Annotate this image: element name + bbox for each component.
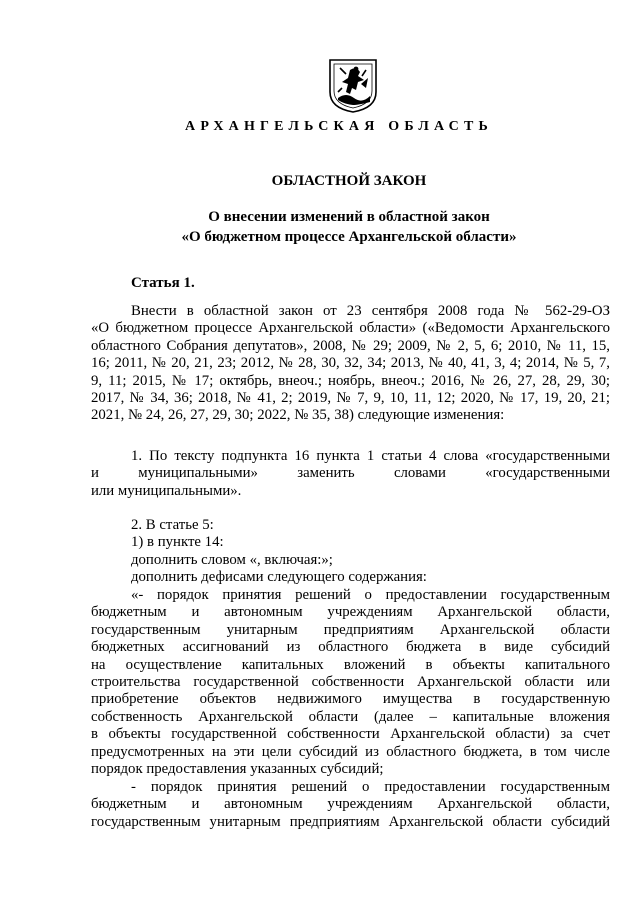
- document-type: ОБЛАСТНОЙ ЗАКОН: [271, 173, 427, 189]
- law-title: [0, 207, 640, 247]
- text-line: или муниципальными».: [91, 482, 242, 499]
- text-line: 2021, № 24, 26, 27, 29, 30; 2022, № 35, 38) следующие изменения:: [91, 407, 505, 424]
- text-line: предусмотренных на эти цели субсидий из областного бюджета, в том числе: [91, 743, 610, 760]
- text-line: - порядок принятия решений о предоставлении государственным: [131, 779, 610, 795]
- text-line: собственность Архангельской области (далее – капитальные вложения: [91, 708, 610, 725]
- text-line: на осуществление капитальных вложений в объекты капитального: [91, 656, 610, 673]
- text-line: бюджетным и автономным учреждениям Архангельской области,: [91, 604, 610, 621]
- dash-paragraph-1: [91, 587, 610, 778]
- article-intro: [91, 303, 610, 425]
- text-line: «- порядок принятия решений о предоставлении государственным: [131, 587, 610, 603]
- coat-of-arms-icon: [328, 58, 378, 114]
- text-line: 2017, № 34, 36; 2018, № 41, 2; 2019, № 7, 9, 10, 11, 12; 2020, № 17, 19, 20, 21;: [91, 389, 610, 406]
- text-line: 1. По тексту подпункта 16 пункта 1 статьи 4 слова «государственными: [131, 448, 610, 464]
- text-line: 16; 2011, № 20, 21, 23; 2012, № 28, 30, 32, 34; 2013, № 40, 41, 3, 4; 2014, № 5, 7,: [91, 355, 610, 372]
- text-line: 9, 11; 2015, № 17; октябрь, внеоч.; ноябрь, внеоч.; 2016, № 26, 27, 28, 29, 30;: [91, 372, 610, 389]
- text-line: бюджетным и автономным учреждениям Архангельской области,: [91, 796, 610, 813]
- region-name: АРХАНГЕЛЬСКАЯ ОБЛАСТЬ: [185, 119, 493, 134]
- text-line: 2. В статье 5:: [131, 517, 214, 533]
- law-title-line: «О бюджетном процессе Архангельской области»: [181, 229, 517, 245]
- item-1: [91, 448, 610, 500]
- item-2: [91, 517, 610, 587]
- text-line: в объекты государственной собственности Архангельской области) за счет: [91, 726, 610, 743]
- text-line: порядок предоставления указанных субсидий;: [91, 760, 384, 777]
- text-line: государственным унитарным предприятиям Архангельской области: [91, 621, 610, 638]
- text-line: строительства государственной собственности Архангельской области или: [91, 673, 610, 690]
- text-line: 1) в пункте 14:: [131, 534, 224, 551]
- text-line: «О бюджетном процессе Архангельской области» («Ведомости Архангельского: [91, 320, 610, 337]
- text-line: дополнить дефисами следующего содержания:: [131, 569, 427, 586]
- dash-paragraph-2: [91, 779, 610, 831]
- text-line: дополнить словом «, включая:»;: [131, 551, 333, 568]
- text-line: приобретение объектов недвижимого имущества в государственную: [91, 691, 610, 708]
- text-line: Внести в областной закон от 23 сентября 2008 года № 562-29-ОЗ: [131, 303, 610, 319]
- text-line: областного Собрания депутатов», 2008, № 29; 2009, № 2, 5, 6; 2010, № 11, 15,: [91, 337, 610, 354]
- article-heading: Статья 1.: [131, 275, 195, 291]
- text-line: бюджетных ассигнований из областного бюджета в виде субсидий: [91, 639, 610, 656]
- text-line: государственным унитарным предприятиям Архангельской области субсидий: [91, 813, 610, 830]
- text-line: и муниципальными» заменить словами «государственными: [91, 465, 610, 482]
- law-title-line: О внесении изменений в областной закон: [208, 209, 490, 225]
